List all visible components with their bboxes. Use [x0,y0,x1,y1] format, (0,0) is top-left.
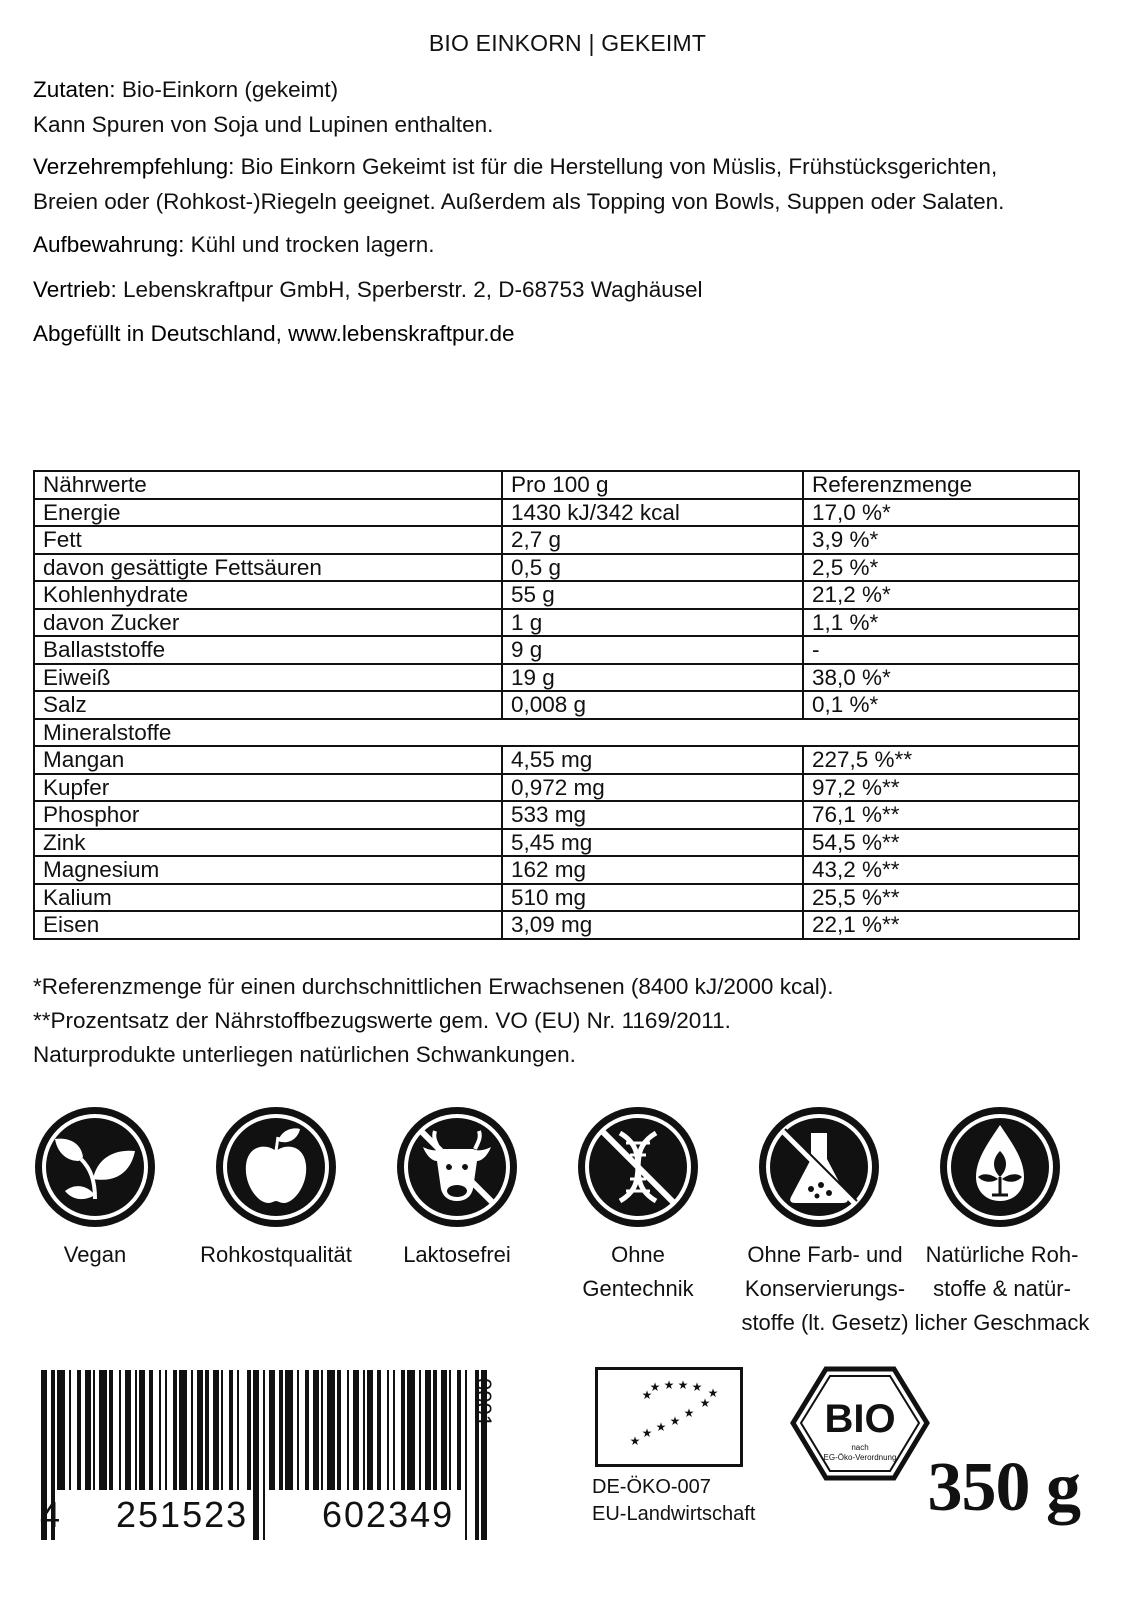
badge-line: licher Geschmack [914,1310,1090,1335]
barcode-bar [125,1370,131,1490]
barcode-bar [179,1370,187,1490]
no-cow-icon [393,1103,521,1231]
cell-reference: 3,9 %* [803,526,1079,554]
eu-star-icon: ★ [707,1386,719,1400]
cell-amount: 2,7 g [502,526,803,554]
cell-nutrient: davon gesättigte Fettsäuren [34,554,502,582]
ingredients-label: Zutaten: [33,77,116,102]
vegan-leaves-icon [31,1103,159,1231]
cell-reference: 76,1 %** [803,801,1079,829]
badge-line: stoffe (lt. Gesetz) [741,1310,909,1335]
barcode-bar [279,1370,283,1490]
cell-nutrient: Kupfer [34,774,502,802]
table-row [34,691,1079,719]
no-dna-icon [574,1103,702,1231]
barcode-group-2: 602349 [322,1494,455,1535]
barcode-group-1: 251523 [116,1494,249,1535]
table-row [34,911,1079,939]
cell-amount: 19 g [502,664,803,692]
minerals-header: Mineralstoffe [34,719,1079,747]
badge-line: Konservierungs- [744,1276,906,1301]
barcode-bar [85,1370,91,1490]
barcode-bar [367,1370,373,1490]
header-per-100g: Pro 100 g [502,471,803,499]
nutrition-table [33,470,1080,940]
header-nutrient: Nährwerte [34,471,502,499]
barcode-bar [433,1370,437,1490]
eu-star-icon: ★ [663,1378,675,1392]
cell-amount: 162 mg [502,856,803,884]
allergen-note: Kann Spuren von Soja und Lupinen enthalten. [33,112,494,137]
barcode-bar [419,1370,421,1490]
badge-label-additives [733,1238,917,1340]
usage-label: Verzehrempfehlung: [33,154,235,179]
table-header-row [34,471,1079,499]
cell-amount: 1 g [502,609,803,637]
header-reference: Referenzmenge [803,471,1079,499]
eu-star-icon: ★ [683,1406,695,1420]
distributor-line [33,272,703,307]
barcode-bar [205,1370,209,1490]
cell-reference: 54,5 %** [803,829,1079,857]
cell-reference: - [803,636,1079,664]
eu-organic-logo [595,1367,743,1467]
barcode-side-number: 0001 [471,1378,496,1427]
barcode-bar [363,1370,365,1490]
cell-nutrient: Eisen [34,911,502,939]
distributor-label: Vertrieb: [33,277,117,302]
storage-label: Aufbewahrung: [33,232,185,257]
table-section-row [34,719,1079,747]
cell-reference: 227,5 %** [803,746,1079,774]
drop-leaf-icon [936,1103,1064,1231]
eu-star-icon: ★ [641,1388,653,1402]
barcode-bar [119,1370,121,1490]
table-row [34,499,1079,527]
barcode-bar [77,1370,81,1490]
table-row [34,746,1079,774]
barcode-bar [229,1370,233,1490]
cell-reference: 17,0 %* [803,499,1079,527]
cell-reference: 1,1 %* [803,609,1079,637]
table-row [34,829,1079,857]
barcode-bar [441,1370,447,1490]
table-row [34,664,1079,692]
eu-star-icon: ★ [629,1434,641,1448]
barcode-bar [197,1370,203,1490]
barcode-bar [165,1370,167,1490]
eu-star-icon: ★ [677,1378,689,1392]
table-row [34,554,1079,582]
badge-line: Gentechnik [582,1276,694,1301]
cell-amount: 0,972 mg [502,774,803,802]
barcode-bar [401,1370,405,1490]
barcode-bar [425,1370,431,1490]
cell-nutrient: davon Zucker [34,609,502,637]
badge-line: Natürliche Roh- [925,1242,1079,1267]
barcode-bar [393,1370,395,1490]
barcode-bar [353,1370,359,1490]
badge-label-raw [186,1238,366,1272]
table-row [34,609,1079,637]
footnote-natural: Naturprodukte unterliegen natürlichen Schwankungen. [33,1042,576,1067]
eu-star-icon: ★ [649,1380,661,1394]
table-row [34,856,1079,884]
cell-nutrient: Eiweiß [34,664,502,692]
badge-line: stoffe & natür- [933,1276,1071,1301]
table-row [34,774,1079,802]
cell-reference: 43,2 %** [803,856,1079,884]
barcode-bar [327,1370,335,1490]
usage-text-1: Bio Einkorn Gekeimt ist für die Herstellung von Müslis, Frühstücksgerichten, [234,154,998,179]
bio-seal-line2: EG-Öko-Verordnung [823,1453,897,1462]
barcode-bar [135,1370,137,1490]
barcode-bar [109,1370,113,1490]
eu-star-icon: ★ [641,1426,653,1440]
barcode-bar [465,1370,467,1540]
bottled-in-line: Abgefüllt in Deutschland, www.lebenskraftpur.de [33,321,515,346]
barcode-bar [347,1370,349,1490]
cell-nutrient: Zink [34,829,502,857]
barcode-bar [269,1370,275,1490]
storage-line [33,227,435,262]
barcode-bar [247,1370,251,1490]
badge-line: Ohne Farb- und [747,1242,903,1267]
cell-amount: 55 g [502,581,803,609]
ingredients-line [33,72,338,107]
barcode-bar [159,1370,161,1490]
barcode-bar [337,1370,341,1490]
barcode-bar [387,1370,389,1490]
cell-reference: 97,2 %** [803,774,1079,802]
barcode-bar [297,1370,299,1490]
cell-nutrient: Ballaststoffe [34,636,502,664]
barcode-bar [313,1370,319,1490]
cell-nutrient: Mangan [34,746,502,774]
barcode-bar [57,1370,65,1490]
cell-reference: 22,1 %** [803,911,1079,939]
ingredients-text: Bio-Einkorn (gekeimt) [115,77,339,102]
barcode-bar [191,1370,193,1490]
cell-reference: 38,0 %* [803,664,1079,692]
eu-star-icon: ★ [669,1414,681,1428]
barcode-bar [285,1370,293,1490]
cell-nutrient: Salz [34,691,502,719]
barcode-bar [237,1370,239,1490]
badge-label-vegan [5,1238,185,1272]
cell-amount: 4,55 mg [502,746,803,774]
no-flask-icon [755,1103,883,1231]
eco-origin: EU-Landwirtschaft [592,1503,756,1525]
table-row [34,581,1079,609]
barcode-bar [305,1370,309,1490]
barcode-bar [449,1370,451,1490]
cell-amount: 1430 kJ/342 kcal [502,499,803,527]
cell-amount: 533 mg [502,801,803,829]
cell-nutrient: Magnesium [34,856,502,884]
storage-text: Kühl und trocken lagern. [184,232,435,257]
distributor-text: Lebenskraftpur GmbH, Sperberstr. 2, D-68753 Waghäusel [116,277,703,302]
cell-amount: 510 mg [502,884,803,912]
cell-nutrient: Energie [34,499,502,527]
cell-nutrient: Fett [34,526,502,554]
table-row [34,801,1079,829]
apple-icon [212,1103,340,1231]
barcode-bar [457,1370,461,1490]
usage-line-1 [33,149,997,184]
badge-line: Rohkostqualität [200,1242,352,1267]
table-row [34,526,1079,554]
barcode-bar [253,1370,259,1540]
barcode-bar [139,1370,145,1490]
product-title: BIO EINKORN | GEKEIMT [428,30,707,56]
barcode-bar [173,1370,177,1490]
badge-label-gmo [548,1238,728,1306]
table-row [34,884,1079,912]
cell-amount: 0,5 g [502,554,803,582]
eco-control-code [592,1474,755,1528]
barcode-bar [69,1370,71,1490]
badge-line: Laktosefrei [403,1242,511,1267]
barcode-bar [377,1370,381,1490]
barcode-bar [149,1370,153,1490]
cell-amount: 0,008 g [502,691,803,719]
cell-reference: 2,5 %* [803,554,1079,582]
bio-seal-logo [790,1366,930,1481]
cell-nutrient: Kohlenhydrate [34,581,502,609]
barcode-bar [221,1370,223,1490]
barcode-bar [213,1370,219,1490]
barcode-bar [93,1370,95,1490]
bio-seal-word: BIO [824,1397,896,1441]
barcode-bar [321,1370,323,1490]
barcode [33,1370,503,1570]
cell-reference: 25,5 %** [803,884,1079,912]
barcode-bar [99,1370,107,1490]
cell-amount: 3,09 mg [502,911,803,939]
cell-amount: 5,45 mg [502,829,803,857]
badge-label-lactose [367,1238,547,1272]
table-row [34,636,1079,664]
barcode-bar [263,1370,265,1540]
cell-nutrient: Kalium [34,884,502,912]
eu-star-icon: ★ [699,1396,711,1410]
badge-line: Ohne [611,1242,665,1267]
badge-label-natural [912,1238,1092,1340]
cell-amount: 9 g [502,636,803,664]
cell-reference: 0,1 %* [803,691,1079,719]
eco-code: DE-ÖKO-007 [592,1476,711,1498]
eu-star-icon: ★ [655,1420,667,1434]
bio-seal-line1: nach [851,1443,869,1452]
cell-nutrient: Phosphor [34,801,502,829]
usage-line-2: Breien oder (Rohkost-)Riegeln geeignet. Außerdem als Topping von Bowls, Suppen oder Salaten. [33,189,1005,214]
eu-star-icon: ★ [691,1380,703,1394]
footnote-reference: *Referenzmenge für einen durchschnittlichen Erwachsenen (8400 kJ/2000 kcal). [33,974,834,999]
badge-line: Vegan [63,1242,127,1267]
barcode-bar [407,1370,415,1490]
barcode-digit-first: 4 [40,1494,61,1535]
footnote-nrv: **Prozentsatz der Nährstoffbezugswerte gem. VO (EU) Nr. 1169/2011. [33,1008,731,1033]
net-weight: 350 g [927,1449,1080,1526]
cell-reference: 21,2 %* [803,581,1079,609]
